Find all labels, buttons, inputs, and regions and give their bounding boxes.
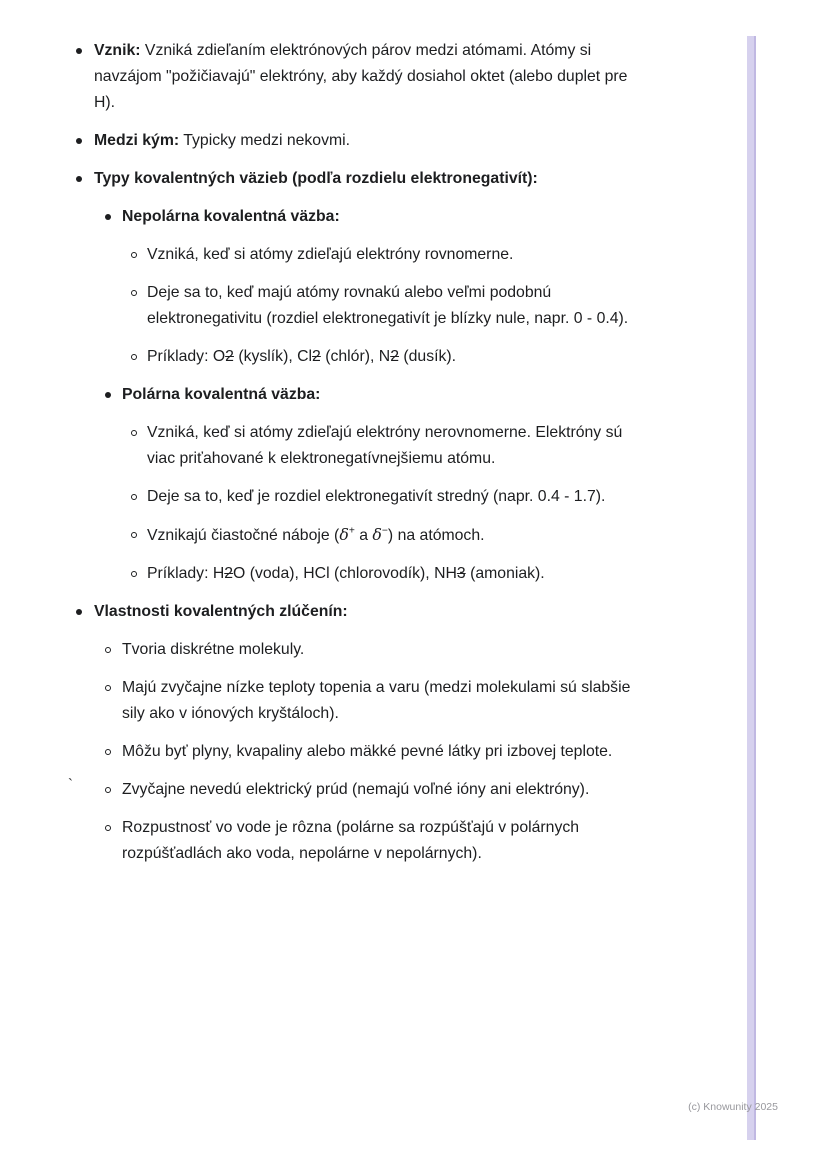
body-text: Vzniká, keď si atómy zdieľajú elektróny nerovnomerne. Elektróny sú viac priťahované k elektronegatívnejšiemu atómu. xyxy=(147,424,623,467)
bullet-text xyxy=(147,420,644,472)
term-label: Medzi kým: xyxy=(94,132,180,149)
strikethrough-subscript: 2 xyxy=(390,348,399,365)
body-text: ) na atómoch. xyxy=(387,527,485,544)
bullet-text xyxy=(94,128,644,154)
body-text: Rozpustnosť vo vode je rôzna (polárne sa rozpúšťajú v polárnych rozpúšťadlách ako voda, nepolárne v nepolárnych). xyxy=(122,819,580,862)
body-text: Tvoria diskrétne molekuly. xyxy=(122,641,305,658)
circle-marker-icon xyxy=(105,815,122,867)
body-text: Majú zvyčajne nízke teploty topenia a varu (medzi molekulami sú slabšie sily ako v iónových kryštáloch). xyxy=(122,679,631,722)
bullet-text xyxy=(147,242,644,268)
body-text: (kyslík), Cl xyxy=(233,348,313,365)
body-text: (dusík). xyxy=(398,348,457,365)
bullet-text xyxy=(147,561,644,587)
circle-item-vlastnosti-4 xyxy=(76,777,644,803)
circle-item-polarna-naboje xyxy=(76,522,644,549)
body-text: Vznikajú čiastočné náboje ( xyxy=(147,527,340,544)
bullet-text xyxy=(94,599,644,625)
circle-item-polarna-point1 xyxy=(76,420,644,472)
circle-item-vlastnosti-2 xyxy=(76,675,644,727)
bullet-text xyxy=(94,38,644,116)
circle-marker-icon xyxy=(131,242,147,268)
subsection-header: Nepolárna kovalentná väzba: xyxy=(122,208,340,225)
subsection-header: Polárna kovalentná väzba: xyxy=(122,386,321,403)
circle-marker-icon xyxy=(131,344,147,370)
body-text: Vzniká, keď si atómy zdieľajú elektróny rovnomerne. xyxy=(147,246,514,263)
term-label: Vznik: xyxy=(94,42,141,59)
term-text: Vzniká zdieľaním elektrónových párov medzi atómami. Atómy si navzájom "požičiavajú" elektróny, aby každý dosiahol oktet (alebo duplet pre H). xyxy=(94,42,628,111)
body-text: Deje sa to, keď majú atómy rovnakú alebo veľmi podobnú elektronegativitu (rozdiel elektronegativít je blízky nule, napr. 0 - 0.4). xyxy=(147,284,629,327)
section-header: Typy kovalentných väzieb (podľa rozdielu elektronegativít): xyxy=(94,170,538,187)
bullet-marker-icon xyxy=(105,204,122,230)
bullet-text xyxy=(147,344,644,370)
circle-item-polarna-priklady xyxy=(76,561,644,587)
page-edge-accent-stripe xyxy=(747,36,756,1140)
notes-content xyxy=(76,38,644,879)
bullet-item-vznik xyxy=(76,38,644,116)
bullet-text xyxy=(147,522,644,549)
circle-item-nepolarna-point1 xyxy=(76,242,644,268)
delta-symbol: δ xyxy=(339,525,349,544)
body-text: Môžu byť plyny, kvapaliny alebo mäkké pevné látky pri izbovej teplote. xyxy=(122,743,613,760)
superscript-plus: + xyxy=(348,525,355,537)
bullet-marker-icon xyxy=(76,166,94,192)
bullet-text xyxy=(122,675,644,727)
strikethrough-subscript: 2 xyxy=(225,348,234,365)
superscript-minus: − xyxy=(381,525,388,537)
bullet-text xyxy=(122,382,644,408)
body-text: O (voda), HCl (chlorovodík), NH xyxy=(233,565,457,582)
delta-symbol: δ xyxy=(372,525,382,544)
bullet-marker-icon xyxy=(76,38,94,116)
strikethrough-subscript: 2 xyxy=(312,348,321,365)
circle-marker-icon xyxy=(131,420,147,472)
bullet-item-medzi-kym xyxy=(76,128,644,154)
bullet-item-vlastnosti-header xyxy=(76,599,644,625)
circle-marker-icon xyxy=(105,739,122,765)
circle-marker-icon xyxy=(131,522,147,549)
bullet-text xyxy=(122,204,644,230)
strikethrough-subscript: 3 xyxy=(456,565,466,582)
bullet-text xyxy=(122,815,644,867)
strikethrough-subscript: 2 xyxy=(224,565,234,582)
body-text: (chlór), N xyxy=(320,348,391,365)
bullet-text xyxy=(147,484,644,510)
circle-item-vlastnosti-1 xyxy=(76,637,644,663)
bullet-text xyxy=(147,280,644,332)
circle-marker-icon xyxy=(131,280,147,332)
section-header: Vlastnosti kovalentných zlúčenín: xyxy=(94,603,348,620)
bullet-marker-icon xyxy=(105,382,122,408)
bullet-marker-icon xyxy=(76,128,94,154)
copyright-footer: (c) Knowunity 2025 xyxy=(688,1101,778,1113)
body-text: Zvyčajne nevedú elektrický prúd (nemajú voľné ióny ani elektróny). xyxy=(122,781,590,798)
bullet-text xyxy=(122,637,644,663)
bullet-text xyxy=(122,777,644,803)
circle-marker-icon xyxy=(131,561,147,587)
circle-item-vlastnosti-3 xyxy=(76,739,644,765)
bullet-text xyxy=(94,166,644,192)
circle-item-vlastnosti-5 xyxy=(76,815,644,867)
bullet-item-nepolarna-header xyxy=(76,204,644,230)
body-text: Deje sa to, keď je rozdiel elektronegativít stredný (napr. 0.4 - 1.7). xyxy=(147,488,606,505)
term-text: Typicky medzi nekovmi. xyxy=(179,132,351,149)
body-text: a xyxy=(354,527,373,544)
bullet-marker-icon xyxy=(76,599,94,625)
circle-item-nepolarna-priklady xyxy=(76,344,644,370)
circle-marker-icon xyxy=(131,484,147,510)
circle-item-polarna-point2 xyxy=(76,484,644,510)
body-text: (amoniak). xyxy=(465,565,545,582)
body-text: Príklady: O xyxy=(147,348,226,365)
circle-marker-icon xyxy=(105,777,122,803)
circle-marker-icon xyxy=(105,675,122,727)
circle-item-nepolarna-point2 xyxy=(76,280,644,332)
body-text: Príklady: H xyxy=(147,565,225,582)
bullet-item-polarna-header xyxy=(76,382,644,408)
bullet-text xyxy=(122,739,644,765)
circle-marker-icon xyxy=(105,637,122,663)
stray-character: ` xyxy=(68,776,73,793)
bullet-item-typy-header xyxy=(76,166,644,192)
